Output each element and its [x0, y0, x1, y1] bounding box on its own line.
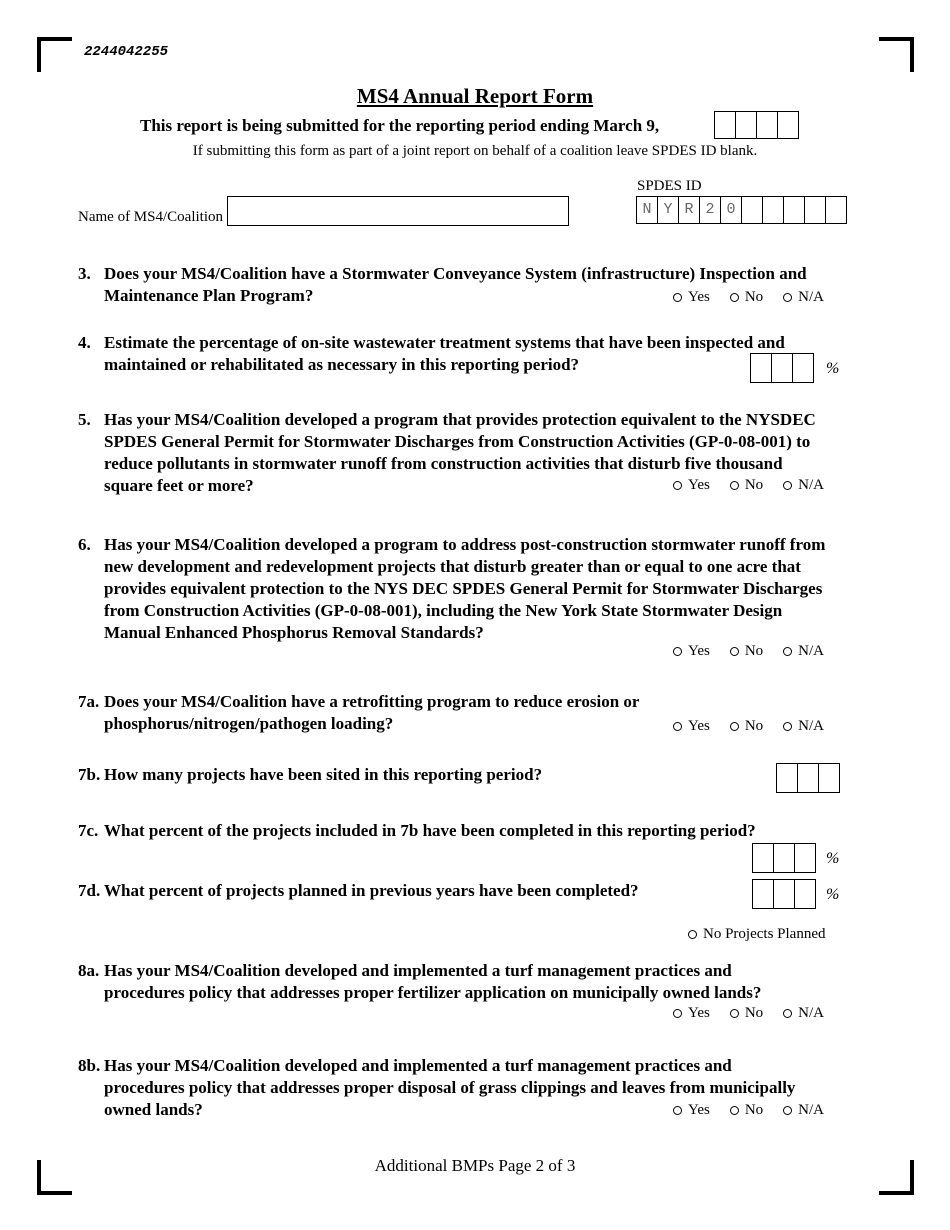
q4-percent-boxes[interactable] — [750, 353, 814, 383]
reporting-period-label: This report is being submitted for the reporting period ending March 9, — [140, 116, 660, 135]
radio-icon[interactable] — [783, 481, 792, 490]
digit-box[interactable] — [752, 879, 774, 909]
spdes-char-box[interactable] — [762, 196, 784, 224]
question-number: 7d. — [78, 881, 101, 900]
spdes-id-boxes[interactable] — [636, 196, 847, 224]
question-text: What percent of the projects included in 7b have been completed in this reporting period? — [104, 821, 756, 840]
q8a-radio-group — [673, 1005, 824, 1022]
radio-icon[interactable] — [673, 1009, 682, 1018]
year-digit-box[interactable] — [735, 111, 757, 139]
radio-icon[interactable] — [673, 722, 682, 731]
q5-na-option[interactable]: N/A — [783, 477, 824, 494]
radio-icon[interactable] — [783, 293, 792, 302]
q8b-na-option[interactable]: N/A — [783, 1102, 824, 1119]
spdes-char-box[interactable] — [825, 196, 847, 224]
question-text: Does your MS4/Coalition have a Stormwater Conveyance System (infrastructure) Inspection and Maintenance Plan Program? — [104, 264, 807, 305]
q5-yes-option[interactable]: Yes — [673, 477, 710, 494]
corner-mark-top-right — [879, 37, 914, 72]
radio-icon[interactable] — [730, 481, 739, 490]
no-projects-planned-option[interactable]: No Projects Planned — [688, 926, 825, 943]
radio-icon[interactable] — [673, 647, 682, 656]
radio-icon[interactable] — [730, 647, 739, 656]
q8b-radio-group — [673, 1102, 824, 1119]
digit-box[interactable] — [794, 879, 816, 909]
spdes-char-box[interactable] — [783, 196, 805, 224]
digit-box[interactable] — [794, 843, 816, 873]
question-number: 3. — [78, 264, 91, 283]
question-number: 7c. — [78, 821, 99, 840]
digit-box[interactable] — [792, 353, 814, 383]
digit-box[interactable] — [797, 763, 819, 793]
radio-icon[interactable] — [673, 293, 682, 302]
q5-no-option[interactable]: No — [730, 477, 763, 494]
q8a-yes-option[interactable]: Yes — [673, 1005, 710, 1022]
page-title: MS4 Annual Report Form — [356, 84, 594, 108]
radio-icon[interactable] — [730, 293, 739, 302]
page-footer: Additional BMPs Page 2 of 3 — [374, 1156, 576, 1175]
digit-box[interactable] — [818, 763, 840, 793]
spdes-id-label: SPDES ID — [637, 178, 702, 194]
q8b-yes-option[interactable]: Yes — [673, 1102, 710, 1119]
question-text: Does your MS4/Coalition have a retrofitting program to reduce erosion or phosphorus/nitrogen/pathogen loading? — [104, 692, 640, 733]
q6-radio-group — [673, 643, 824, 660]
q5-radio-group — [673, 477, 824, 494]
radio-icon[interactable] — [673, 481, 682, 490]
radio-icon[interactable] — [783, 722, 792, 731]
spdes-char-box[interactable]: R — [678, 196, 700, 224]
q7a-no-option[interactable]: No — [730, 718, 763, 735]
question-number: 6. — [78, 535, 91, 554]
digit-box[interactable] — [773, 843, 795, 873]
q6-yes-option[interactable]: Yes — [673, 643, 710, 660]
question-number: 8a. — [78, 961, 100, 980]
q6-no-option[interactable]: No — [730, 643, 763, 660]
spdes-char-box[interactable]: N — [636, 196, 658, 224]
q7b-count-boxes[interactable] — [776, 763, 840, 793]
year-digit-box[interactable] — [777, 111, 799, 139]
q7a-na-option[interactable]: N/A — [783, 718, 824, 735]
radio-icon[interactable] — [783, 1106, 792, 1115]
question-text: Estimate the percentage of on-site wastewater treatment systems that have been inspected and maintained or rehabilitated as necessary in this reporting period? — [104, 333, 785, 374]
year-digit-box[interactable] — [756, 111, 778, 139]
spdes-char-box[interactable]: 0 — [720, 196, 742, 224]
digit-box[interactable] — [773, 879, 795, 909]
joint-report-note: If submitting this form as part of a joint report on behalf of a coalition leave SPDES ID blank. — [192, 143, 758, 159]
question-text: Has your MS4/Coalition developed a program that provides protection equivalent to the NYSDEC SPDES General Permit for Stormwater Discharges from Construction Activities (GP-0-08-001) to reduce pollutants in stormwater runoff from construction activities that disturb five thousand square feet or more? — [104, 410, 816, 495]
question-text: Has your MS4/Coalition developed a program to address post-construction stormwater runoff from new development and redevelopment projects that disturb greater than or equal to one acre that provides equivalent protection to the NYS DEC SPDES General Permit for Stormwater Discharges from Construction Activities (GP-0-08-001), including the New York State Stormwater Design Manual Enhanced Phosphorus Removal Standards? — [104, 535, 826, 642]
q7a-yes-option[interactable]: Yes — [673, 718, 710, 735]
question-number: 7b. — [78, 765, 101, 784]
radio-icon[interactable] — [688, 930, 697, 939]
radio-icon[interactable] — [730, 1106, 739, 1115]
digit-box[interactable] — [776, 763, 798, 793]
percent-sign: % — [826, 850, 840, 867]
radio-icon[interactable] — [730, 1009, 739, 1018]
ms4-name-field[interactable] — [227, 196, 569, 226]
radio-icon[interactable] — [673, 1106, 682, 1115]
question-text: Has your MS4/Coalition developed and implemented a turf management practices and procedures policy that addresses proper disposal of grass clippings and leaves from municipally owned lands? — [104, 1056, 796, 1119]
radio-icon[interactable] — [730, 722, 739, 731]
question-text: What percent of projects planned in previous years have been completed? — [104, 881, 639, 900]
q8b-no-option[interactable]: No — [730, 1102, 763, 1119]
percent-sign: % — [826, 886, 840, 903]
q7d-percent-boxes[interactable] — [752, 879, 816, 909]
spdes-char-box[interactable]: Y — [657, 196, 679, 224]
q8a-no-option[interactable]: No — [730, 1005, 763, 1022]
digit-box[interactable] — [752, 843, 774, 873]
corner-mark-top-left — [37, 37, 72, 72]
digit-box[interactable] — [750, 353, 772, 383]
question-number: 8b. — [78, 1056, 101, 1075]
radio-icon[interactable] — [783, 1009, 792, 1018]
q7a-radio-group — [673, 718, 824, 735]
spdes-char-box[interactable]: 2 — [699, 196, 721, 224]
ms4-name-label: Name of MS4/Coalition — [78, 209, 223, 225]
q8a-na-option[interactable]: N/A — [783, 1005, 824, 1022]
question-number: 5. — [78, 410, 91, 429]
q7c-percent-boxes[interactable] — [752, 843, 816, 873]
q3-yes-option[interactable]: Yes — [673, 289, 710, 306]
spdes-char-box[interactable] — [804, 196, 826, 224]
question-text: Has your MS4/Coalition developed and implemented a turf management practices and procedures policy that addresses proper fertilizer application on municipally owned lands? — [104, 961, 762, 1002]
form-id: 2244042255 — [84, 44, 169, 60]
percent-sign: % — [826, 360, 840, 377]
question-number: 7a. — [78, 692, 100, 711]
spdes-char-box[interactable] — [741, 196, 763, 224]
q3-radio-group — [673, 289, 824, 306]
q6-na-option[interactable]: N/A — [783, 643, 824, 660]
question-number: 4. — [78, 333, 91, 352]
digit-box[interactable] — [771, 353, 793, 383]
q3-na-option[interactable]: N/A — [783, 289, 824, 306]
radio-icon[interactable] — [783, 647, 792, 656]
year-digit-box[interactable] — [714, 111, 736, 139]
reporting-year-boxes[interactable] — [714, 111, 799, 139]
question-text: How many projects have been sited in this reporting period? — [104, 765, 543, 784]
q3-no-option[interactable]: No — [730, 289, 763, 306]
